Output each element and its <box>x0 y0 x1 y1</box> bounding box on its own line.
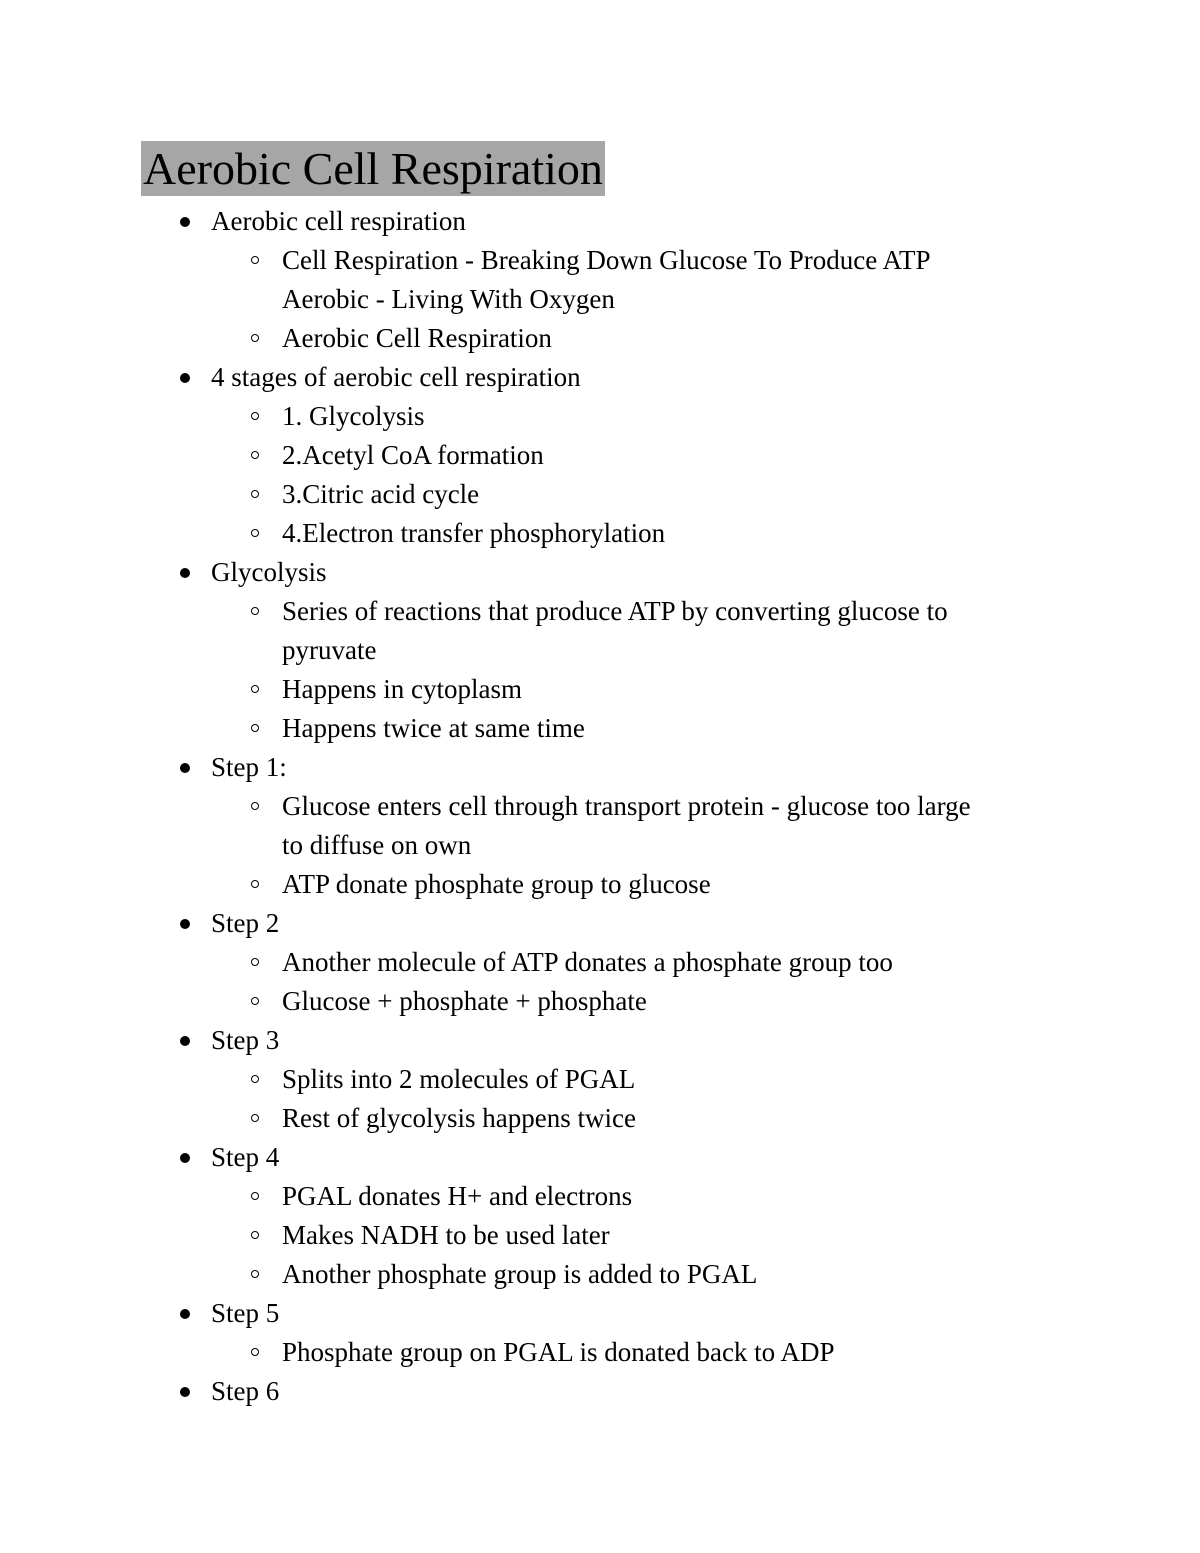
filled-bullet-icon <box>180 217 190 227</box>
bullet-item <box>0 1294 1200 1333</box>
line-text: Glycolysis <box>211 557 327 587</box>
line-text: Makes NADH to be used later <box>282 1220 610 1250</box>
line-text: pyruvate <box>282 635 377 665</box>
hollow-bullet-icon <box>251 685 259 693</box>
hollow-bullet-icon <box>251 724 259 732</box>
hollow-bullet-icon <box>251 958 259 966</box>
hollow-bullet-icon <box>251 1075 259 1083</box>
line-text: Step 5 <box>211 1298 280 1328</box>
filled-bullet-icon <box>180 919 190 929</box>
continuation-line <box>0 826 1200 865</box>
line-text: Another molecule of ATP donates a phosphate group too <box>282 947 893 977</box>
sub-bullet-item <box>0 592 1200 631</box>
hollow-bullet-icon <box>251 880 259 888</box>
line-text: 2.Acetyl CoA formation <box>282 440 544 470</box>
bullet-item <box>0 1138 1200 1177</box>
hollow-bullet-icon <box>251 256 259 264</box>
sub-bullet-item <box>0 787 1200 826</box>
bullet-item <box>0 553 1200 592</box>
filled-bullet-icon <box>180 568 190 578</box>
sub-bullet-item <box>0 982 1200 1021</box>
line-text: Glucose enters cell through transport protein - glucose too large <box>282 791 971 821</box>
page-title: Aerobic Cell Respiration <box>143 143 603 194</box>
sub-bullet-item <box>0 1333 1200 1372</box>
line-text: 1. Glycolysis <box>282 401 425 431</box>
line-text: to diffuse on own <box>282 830 472 860</box>
sub-bullet-item <box>0 475 1200 514</box>
hollow-bullet-icon <box>251 490 259 498</box>
sub-bullet-item <box>0 670 1200 709</box>
line-text: Phosphate group on PGAL is donated back to ADP <box>282 1337 835 1367</box>
line-text: Step 1: <box>211 752 287 782</box>
sub-bullet-item <box>0 1255 1200 1294</box>
sub-bullet-item <box>0 397 1200 436</box>
bullet-item <box>0 1372 1200 1411</box>
line-text: Step 3 <box>211 1025 280 1055</box>
notes-list <box>0 202 1200 1411</box>
line-text: Happens twice at same time <box>282 713 585 743</box>
line-text: Aerobic cell respiration <box>211 206 466 236</box>
bullet-item <box>0 748 1200 787</box>
bullet-item <box>0 904 1200 943</box>
bullet-item <box>0 202 1200 241</box>
filled-bullet-icon <box>180 1153 190 1163</box>
line-text: 4.Electron transfer phosphorylation <box>282 518 666 548</box>
filled-bullet-icon <box>180 1309 190 1319</box>
line-text: Aerobic - Living With Oxygen <box>282 284 615 314</box>
hollow-bullet-icon <box>251 1231 259 1239</box>
filled-bullet-icon <box>180 763 190 773</box>
line-text: 4 stages of aerobic cell respiration <box>211 362 581 392</box>
bullet-item <box>0 1021 1200 1060</box>
continuation-line <box>0 631 1200 670</box>
sub-bullet-item <box>0 319 1200 358</box>
line-text: Step 2 <box>211 908 280 938</box>
sub-bullet-item <box>0 241 1200 280</box>
hollow-bullet-icon <box>251 1270 259 1278</box>
hollow-bullet-icon <box>251 802 259 810</box>
filled-bullet-icon <box>180 1036 190 1046</box>
sub-bullet-item <box>0 436 1200 475</box>
line-text: Happens in cytoplasm <box>282 674 522 704</box>
sub-bullet-item <box>0 1216 1200 1255</box>
continuation-line <box>0 280 1200 319</box>
line-text: PGAL donates H+ and electrons <box>282 1181 633 1211</box>
hollow-bullet-icon <box>251 451 259 459</box>
line-text: 3.Citric acid cycle <box>282 479 480 509</box>
line-text: Rest of glycolysis happens twice <box>282 1103 636 1133</box>
line-text: Aerobic Cell Respiration <box>282 323 552 353</box>
sub-bullet-item <box>0 1060 1200 1099</box>
sub-bullet-item <box>0 1099 1200 1138</box>
hollow-bullet-icon <box>251 1114 259 1122</box>
hollow-bullet-icon <box>251 1192 259 1200</box>
line-text: Cell Respiration - Breaking Down Glucose To Produce ATP <box>282 245 931 275</box>
sub-bullet-item <box>0 514 1200 553</box>
sub-bullet-item <box>0 943 1200 982</box>
hollow-bullet-icon <box>251 334 259 342</box>
sub-bullet-item <box>0 709 1200 748</box>
line-text: Another phosphate group is added to PGAL <box>282 1259 758 1289</box>
line-text: Step 4 <box>211 1142 280 1172</box>
line-text: Series of reactions that produce ATP by converting glucose to <box>282 596 948 626</box>
line-text: Glucose + phosphate + phosphate <box>282 986 647 1016</box>
line-text: Splits into 2 molecules of PGAL <box>282 1064 636 1094</box>
filled-bullet-icon <box>180 1387 190 1397</box>
filled-bullet-icon <box>180 373 190 383</box>
bullet-item <box>0 358 1200 397</box>
hollow-bullet-icon <box>251 607 259 615</box>
hollow-bullet-icon <box>251 412 259 420</box>
hollow-bullet-icon <box>251 1348 259 1356</box>
line-text: Step 6 <box>211 1376 280 1406</box>
sub-bullet-item <box>0 865 1200 904</box>
hollow-bullet-icon <box>251 997 259 1005</box>
line-text: ATP donate phosphate group to glucose <box>282 869 711 899</box>
sub-bullet-item <box>0 1177 1200 1216</box>
hollow-bullet-icon <box>251 529 259 537</box>
